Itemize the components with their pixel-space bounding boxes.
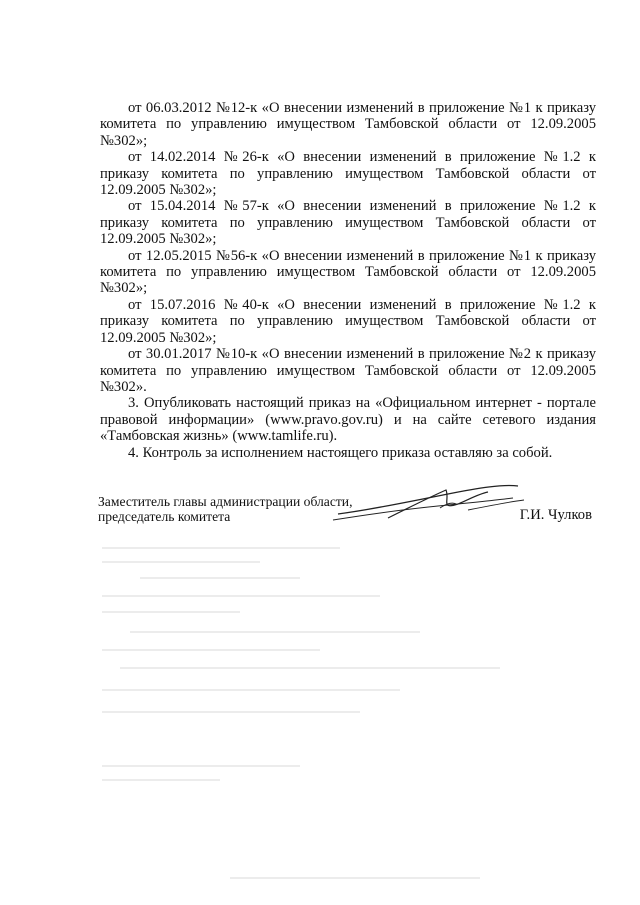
amendment-item: от 06.03.2012 №12-к «О внесении изменений в приложение №1 к приказу комитета по управлению имуществом Тамбовской области от 12.09.2005 №302»; (100, 100, 596, 149)
amendment-item: от 15.04.2014 №57-к «О внесении изменений в приложение №1.2 к приказу комитета по управлению имуществом Тамбовской области от 12.09.2005 №302»; (100, 198, 596, 248)
amendment-item: от 14.02.2014 №26-к «О внесении изменений в приложение №1.2 к приказу комитета по управлению имуществом Тамбовской области от 12.09.2005 №302»; (100, 149, 596, 199)
clause-publish: 3. Опубликовать настоящий приказ на «Официальном интернет - портале правовой информации» (www.pravo.gov.ru) и на сайте сетевого издания «Тамбовская жизнь» (www.tamlife.ru). (100, 395, 596, 445)
position-line-1: Заместитель главы администрации области, (98, 494, 353, 509)
signature-block (98, 494, 598, 534)
document-body (100, 100, 596, 461)
signatory-name: Г.И. Чулков (519, 507, 592, 523)
amendment-item: от 30.01.2017 №10-к «О внесении изменений в приложение №2 к приказу комитета по управлению имуществом Тамбовской области от 12.09.2005 №302». (100, 346, 596, 395)
amendment-item: от 12.05.2015 №56-к «О внесении изменений в приложение №1 к приказу комитета по управлению имуществом Тамбовской области от 12.09.2005 №302»; (100, 247, 596, 297)
signatory-position (98, 494, 352, 524)
amendment-item: от 15.07.2016 №40-к «О внесении изменений в приложение №1.2 к приказу комитета по управлению имуществом Тамбовской области от 12.09.2005 №302»; (100, 296, 596, 346)
position-line-2: председатель комитета (98, 509, 231, 524)
clause-control: 4. Контроль за исполнением настоящего приказа оставляю за собой. (128, 444, 553, 461)
handwritten-signature-icon (328, 480, 528, 530)
